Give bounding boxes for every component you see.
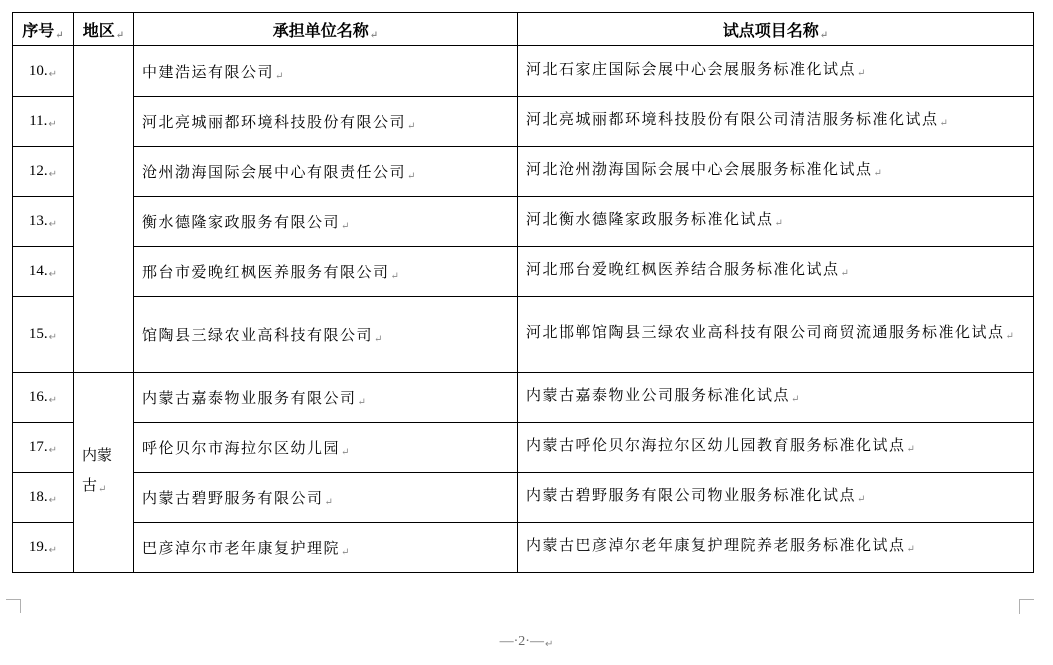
unit-cell: 衡水德隆家政服务有限公司↵ <box>134 197 518 247</box>
project-cell: 河北衡水德隆家政服务标准化试点↵ <box>518 197 1034 247</box>
table-row <box>13 297 1034 373</box>
unit-cell: 巴彦淖尔市老年康复护理院↵ <box>134 523 518 573</box>
region-cell-hebei <box>74 46 134 373</box>
margin-corner-mark <box>1019 599 1034 614</box>
unit-cell: 馆陶县三绿农业高科技有限公司↵ <box>134 297 518 373</box>
project-cell: 河北邯郸馆陶县三绿农业高科技有限公司商贸流通服务标准化试点↵ <box>518 297 1034 373</box>
table-row <box>13 197 1034 247</box>
unit-cell: 呼伦贝尔市海拉尔区幼儿园↵ <box>134 423 518 473</box>
seq-cell: 13.↵ <box>13 197 74 247</box>
unit-cell: 内蒙古碧野服务有限公司↵ <box>134 473 518 523</box>
project-cell: 内蒙古碧野服务有限公司物业服务标准化试点↵ <box>518 473 1034 523</box>
header-region: 地区↵ <box>74 13 134 46</box>
table-row <box>13 147 1034 197</box>
table-row <box>13 473 1034 523</box>
table-row <box>13 97 1034 147</box>
seq-cell: 12.↵ <box>13 147 74 197</box>
header-project: 试点项目名称↵ <box>518 13 1034 46</box>
header-seq: 序号↵ <box>13 13 74 46</box>
table-row <box>13 247 1034 297</box>
project-cell: 河北亮城丽都环境科技股份有限公司清洁服务标准化试点↵ <box>518 97 1034 147</box>
project-cell: 河北邢台爱晚红枫医养结合服务标准化试点↵ <box>518 247 1034 297</box>
seq-cell: 10.↵ <box>13 46 74 97</box>
unit-cell: 河北亮城丽都环境科技股份有限公司↵ <box>134 97 518 147</box>
unit-cell: 邢台市爱晚红枫医养服务有限公司↵ <box>134 247 518 297</box>
table-header-row <box>13 13 1034 46</box>
seq-cell: 19.↵ <box>13 523 74 573</box>
project-cell: 内蒙古嘉泰物业公司服务标准化试点↵ <box>518 373 1034 423</box>
project-cell: 河北沧州渤海国际会展中心会展服务标准化试点↵ <box>518 147 1034 197</box>
project-cell: 内蒙古巴彦淖尔老年康复护理院养老服务标准化试点↵ <box>518 523 1034 573</box>
seq-cell: 16.↵ <box>13 373 74 423</box>
seq-cell: 11.↵ <box>13 97 74 147</box>
seq-cell: 14.↵ <box>13 247 74 297</box>
region-cell-inner-mongolia: 内蒙古↵ <box>74 373 134 573</box>
project-cell: 内蒙古呼伦贝尔海拉尔区幼儿园教育服务标准化试点↵ <box>518 423 1034 473</box>
pilot-project-table <box>12 12 1034 573</box>
table-row <box>13 423 1034 473</box>
unit-cell: 内蒙古嘉泰物业服务有限公司↵ <box>134 373 518 423</box>
seq-cell: 17.↵ <box>13 423 74 473</box>
table-row <box>13 373 1034 423</box>
margin-corner-mark <box>6 599 20 600</box>
header-unit: 承担单位名称↵ <box>134 13 518 46</box>
seq-cell: 18.↵ <box>13 473 74 523</box>
seq-cell: 15.↵ <box>13 297 74 373</box>
unit-cell: 沧州渤海国际会展中心有限责任公司↵ <box>134 147 518 197</box>
margin-corner-mark <box>6 599 21 613</box>
unit-cell: 中建浩运有限公司↵ <box>134 46 518 97</box>
project-cell: 河北石家庄国际会展中心会展服务标准化试点↵ <box>518 46 1034 97</box>
table-row <box>13 46 1034 97</box>
table-row <box>13 523 1034 573</box>
page-number: —·2·—↵ <box>499 634 554 650</box>
